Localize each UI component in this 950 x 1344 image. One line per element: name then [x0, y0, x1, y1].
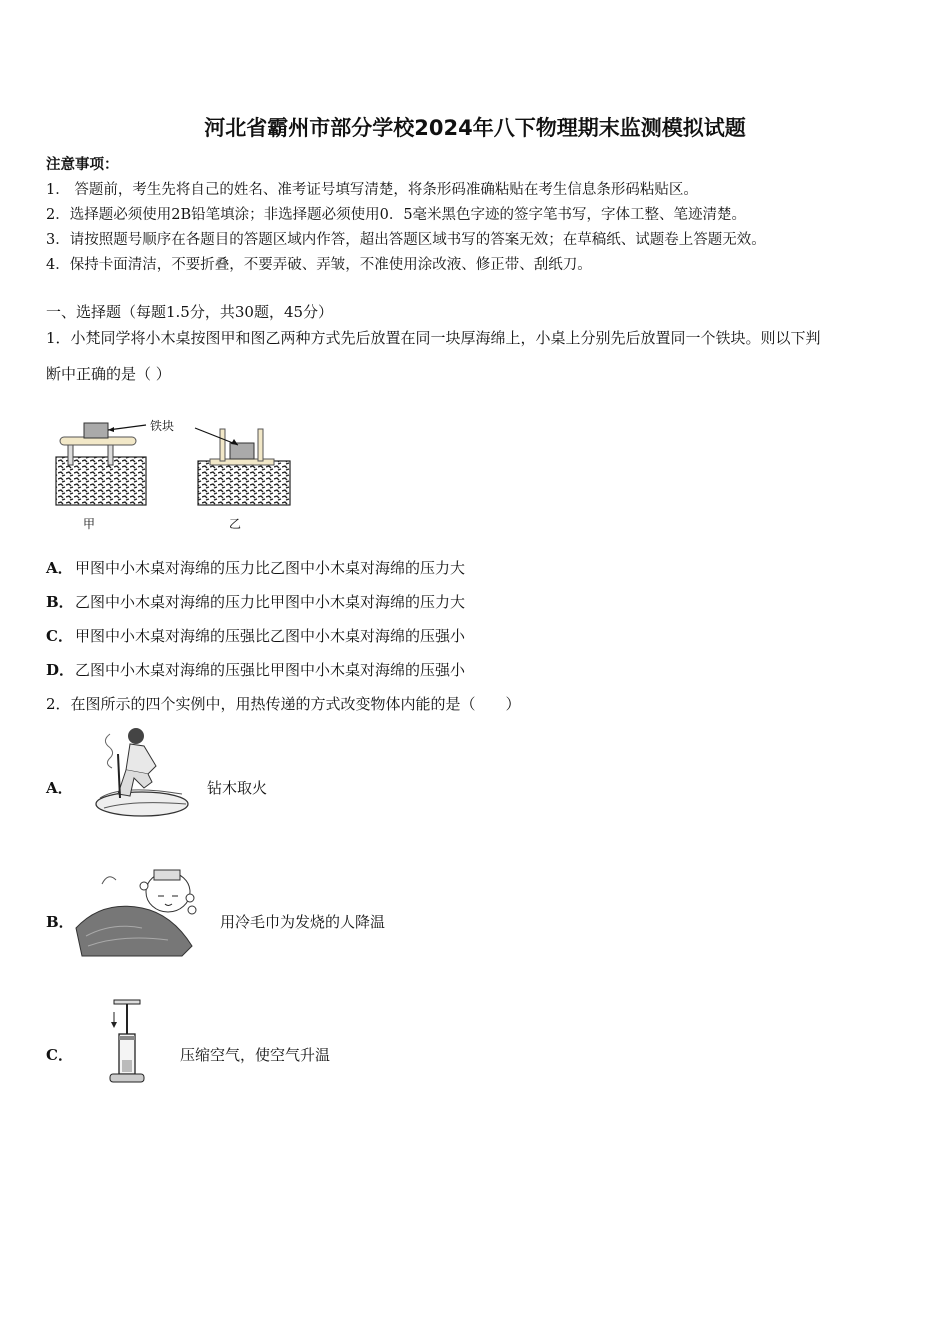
option-text: 用冷毛巾为发烧的人降温: [220, 913, 386, 931]
option-letter: A．: [46, 559, 73, 577]
option-letter: A．: [46, 779, 73, 797]
section-heading: 一、选择题（每题1.5分，共30题，45分）: [46, 303, 334, 321]
notice-heading: 注意事项：: [46, 156, 119, 173]
option-text: 甲图中小木桌对海绵的压强比乙图中小木桌对海绵的压强小: [75, 627, 466, 645]
option-text: 甲图中小木桌对海绵的压力比乙图中小木桌对海绵的压力大: [75, 559, 466, 577]
option-text: 乙图中小木桌对海绵的压力比甲图中小木桌对海绵的压力大: [75, 593, 466, 611]
label-figure-b: 乙: [229, 517, 242, 531]
option-text: 压缩空气，使空气升温: [180, 1046, 331, 1064]
fever-cold-towel-illustration: [72, 866, 208, 958]
air-compression-cylinder-illustration: [104, 998, 150, 1088]
option-letter: D．: [46, 661, 75, 679]
q1-stem-line1: 1．小梵同学将小木桌按图甲和图乙两种方式先后放置在同一块厚海绵上，小桌上分别先后放置同一个铁块。则以下判: [46, 329, 821, 347]
notice-item-4: 4．保持卡面清洁，不要折叠，不要弄破、弄皱，不准使用涂改液、修正带、刮纸刀。: [46, 257, 592, 273]
option-text: 乙图中小木桌对海绵的压强比甲图中小木桌对海绵的压强小: [75, 661, 466, 679]
notice-item-3: 3．请按照题号顺序在各题目的答题区域内作答，超出答题区域书写的答案无效；在草稿纸、试题卷上答题无效。: [46, 232, 766, 248]
option-letter: C．: [46, 1046, 73, 1064]
q2-stem: 2．在图所示的四个实例中，用热传递的方式改变物体内能的是（ ）: [46, 695, 521, 713]
option-letter: B．: [46, 913, 74, 931]
notice-item-2: 2．选择题必须使用2B铅笔填涂；非选择题必须使用0．5毫米黑色字迹的签字笔书写，字体工整、笔迹清楚。: [46, 207, 747, 223]
q1-stem-line2: 断中正确的是（ ）: [46, 365, 171, 383]
option-letter: B．: [46, 593, 74, 611]
option-letter: C．: [46, 627, 73, 645]
option-text: 钻木取火: [207, 779, 268, 797]
label-iron-block: 铁块: [150, 419, 175, 433]
label-figure-a: 甲: [83, 517, 96, 531]
drilling-wood-fire-illustration: [82, 724, 194, 822]
notice-item-1: 1． 答题前，考生先将自己的姓名、准考证号填写清楚，将条形码准确粘贴在考生信息条形码粘贴区。: [46, 182, 698, 198]
page-title: 河北省霸州市部分学校2024年八下物理期末监测模拟试题: [204, 116, 746, 140]
